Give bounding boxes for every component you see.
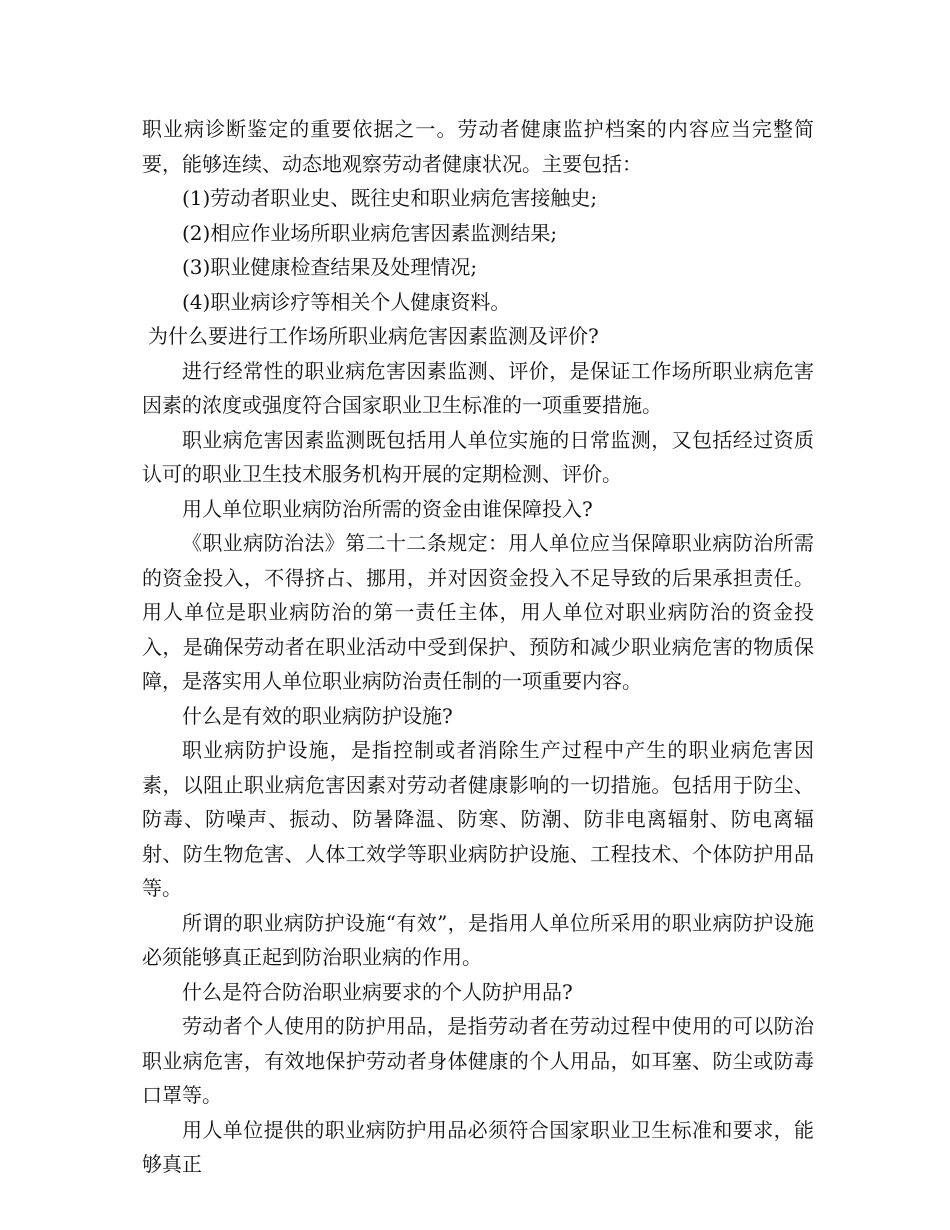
question-heading-protective-equipment: 什么是符合防治职业病要求的个人防护用品?	[182, 979, 573, 1004]
paragraph-intro: 职业病诊断鉴定的重要依据之一。劳动者健康监护档案的内容应当完整简要，能够连续、动态地观察劳动者健康状况。主要包括：	[142, 117, 814, 176]
paragraph-funding-law: 《职业病防治法》第二十二条规定：用人单位应当保障职业病防治所需的资金投入，不得挤占、挪用，并对因资金投入不足导致的后果承担责任。用人单位是职业病防治的第一责任主体，用人单位对职业病防治的资金投入，是确保劳动者在职业活动中受到保护、预防和减少职业病危害的物质保障，是落实用人单位职业病防治责任制的一项重要内容。	[142, 531, 814, 693]
paragraph-protective-facilities-definition: 职业病防护设施，是指控制或者消除生产过程中产生的职业病危害因素，以阻止职业病危害因素对劳动者健康影响的一切措施。包括用于防尘、防毒、防噪声、振动、防暑降温、防寒、防潮、防非电离辐射、防电离辐射、防生物危害、人体工效学等职业病防护设施、工程技术、个体防护用品等。	[142, 738, 814, 900]
document-body	[142, 112, 814, 1182]
list-item-occupational-history: (1)劳动者职业史、既往史和职业病危害接触史;	[182, 186, 598, 210]
list-item-monitoring-results: (2)相应作业场所职业病危害因素监测结果;	[182, 220, 558, 245]
paragraph-monitoring-scope: 职业病危害因素监测既包括用人单位实施的日常监测，又包括经过资质认可的职业卫生技术服务机构开展的定期检测、评价。	[142, 427, 814, 486]
list-item-health-records: (4)职业病诊疗等相关个人健康资料。	[182, 289, 511, 314]
list-item-health-exam-results: (3)职业健康检查结果及处理情况;	[182, 255, 478, 279]
paragraph-protective-equipment-standard: 用人单位提供的职业病防护用品必须符合国家职业卫生标准和要求，能够真正	[142, 1117, 814, 1176]
question-heading-protective-facilities: 什么是有效的职业病防护设施?	[182, 703, 453, 728]
question-heading-monitoring: 为什么要进行工作场所职业病危害因素监测及评价?	[148, 324, 599, 348]
paragraph-protective-facilities-effective: 所谓的职业病防护设施“有效”，是指用人单位所采用的职业病防护设施必须能够真正起到防治职业病的作用。	[142, 910, 814, 969]
paragraph-protective-equipment-definition: 劳动者个人使用的防护用品，是指劳动者在劳动过程中使用的可以防治职业病危害，有效地保护劳动者身体健康的个人用品，如耳塞、防尘或防毒口罩等。	[142, 1014, 814, 1107]
paragraph-monitoring-purpose: 进行经常性的职业病危害因素监测、评价，是保证工作场所职业病危害因素的浓度或强度符合国家职业卫生标准的一项重要措施。	[142, 358, 814, 417]
question-heading-funding: 用人单位职业病防治所需的资金由谁保障投入?	[182, 496, 593, 521]
